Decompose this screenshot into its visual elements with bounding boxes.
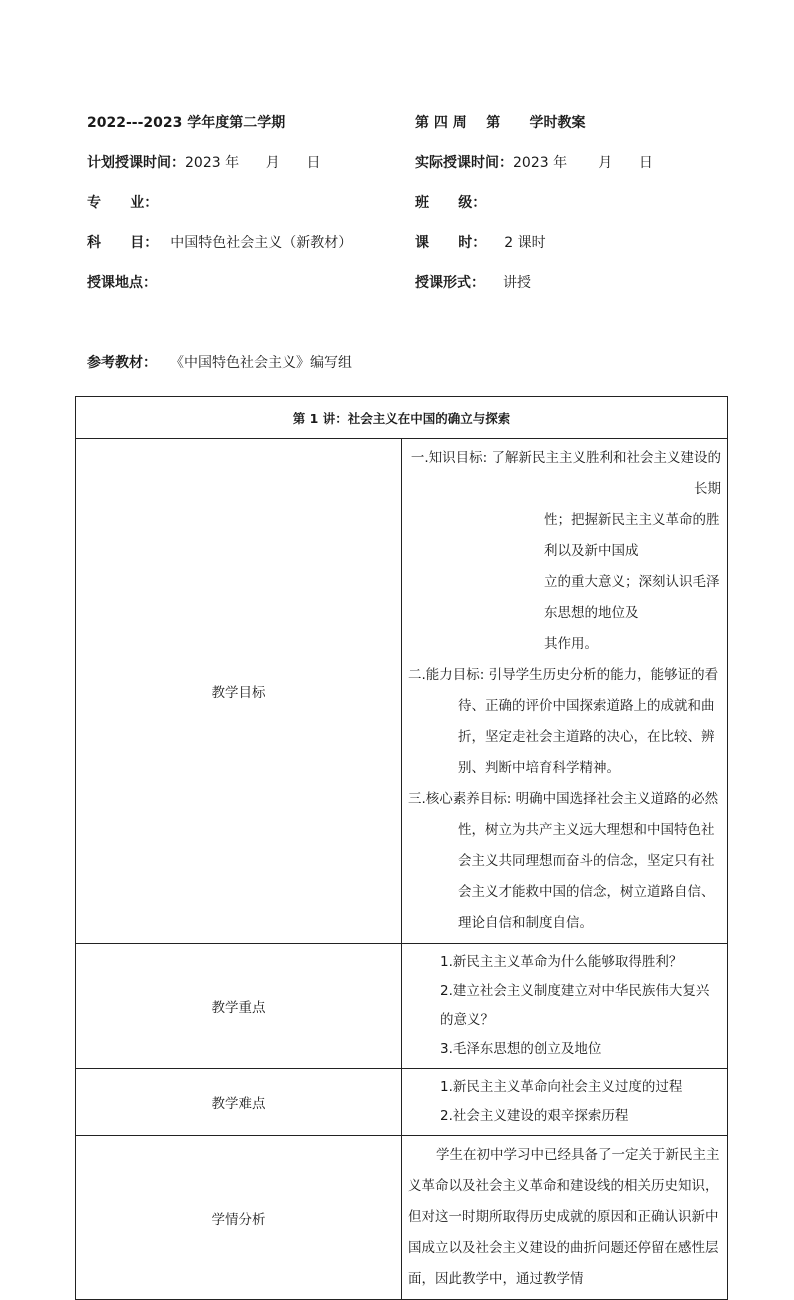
key-points-content — [402, 944, 728, 1069]
ability-goal: 二.能力目标: 引导学生历史分析的能力，能够证的看待、正确的评价中国探索道路上的成就和曲折，坚定走社会主道路的决心，在比较、辨别、判断中培育科学精神。 — [408, 667, 719, 776]
place-field: 授课地点： — [87, 275, 157, 291]
analysis-text: 学生在初中学习中已经具备了一定关于新民主主义革命以及社会主义革命和建设线的相关历史知识，但对这一时期所取得历史成就的原因和正确认识新中国成立以及社会主义建设的曲折问题还停留在感性层面，因此教学中，通过教学情 — [408, 1147, 720, 1287]
knowledge-goal-line: 立的重大意义；深刻认识毛泽东思想的地位及 — [544, 574, 720, 621]
knowledge-goal-line: 其作用。 — [544, 636, 598, 652]
goals-label: 教学目标 — [76, 439, 402, 944]
key-point-item: 2.建立社会主义制度建立对中华民族伟大复兴的意义？ — [440, 983, 710, 1028]
key-point-item: 3.毛泽东思想的创立及地位 — [440, 1041, 602, 1057]
plan-time: 计划授课时间：2023 年 月 日 — [87, 155, 321, 171]
table-row — [76, 944, 728, 1069]
form-field: 授课形式： 讲授 — [415, 275, 531, 291]
table-row — [76, 1136, 728, 1300]
lecture-title: 第 1 讲：社会主义在中国的确立与探索 — [76, 397, 728, 439]
reference-field: 参考教材： 《中国特色社会主义》编写组 — [87, 355, 352, 371]
actual-time: 实际授课时间：2023 年 月 日 — [415, 155, 653, 171]
hours-field: 课 时： 2 课时 — [415, 235, 546, 251]
lesson-plan-table — [75, 396, 728, 1300]
difficulty-item: 2.社会主义建设的艰辛探索历程 — [440, 1108, 629, 1124]
subject-field: 科 目： 中国特色社会主义（新教材） — [87, 235, 353, 251]
key-point-item: 1.新民主主义革命为什么能够取得胜利？ — [440, 954, 683, 970]
literacy-goal: 三.核心素养目标: 明确中国选择社会主义道路的必然性，树立为共产主义远大理想和中国特色社会主义共同理想而奋斗的信念，坚定只有社会主义才能救中国的信念，树立道路自信、理论自信和制度自信。 — [408, 791, 719, 931]
week-title: 第 四 周 第 学时教案 — [415, 115, 586, 131]
term-title: 2022---2023 学年度第二学期 — [87, 115, 286, 131]
key-points-label: 教学重点 — [76, 944, 402, 1069]
analysis-content — [402, 1136, 728, 1300]
class-field: 班 级： — [415, 195, 487, 211]
table-row — [76, 439, 728, 944]
knowledge-goal-line: 性；把握新民主主义革命的胜利以及新中国成 — [544, 512, 720, 559]
knowledge-goal-line: 一.知识目标: 了解新民主主义胜利和社会主义建设的长期 — [410, 450, 721, 497]
goals-content — [402, 439, 728, 944]
analysis-label: 学情分析 — [76, 1136, 402, 1300]
difficulty-item: 1.新民主主义革命向社会主义过度的过程 — [440, 1079, 683, 1095]
difficulty-label: 教学难点 — [76, 1069, 402, 1136]
difficulty-content — [402, 1069, 728, 1136]
major-field: 专 业： — [87, 195, 159, 211]
table-row — [76, 1069, 728, 1136]
